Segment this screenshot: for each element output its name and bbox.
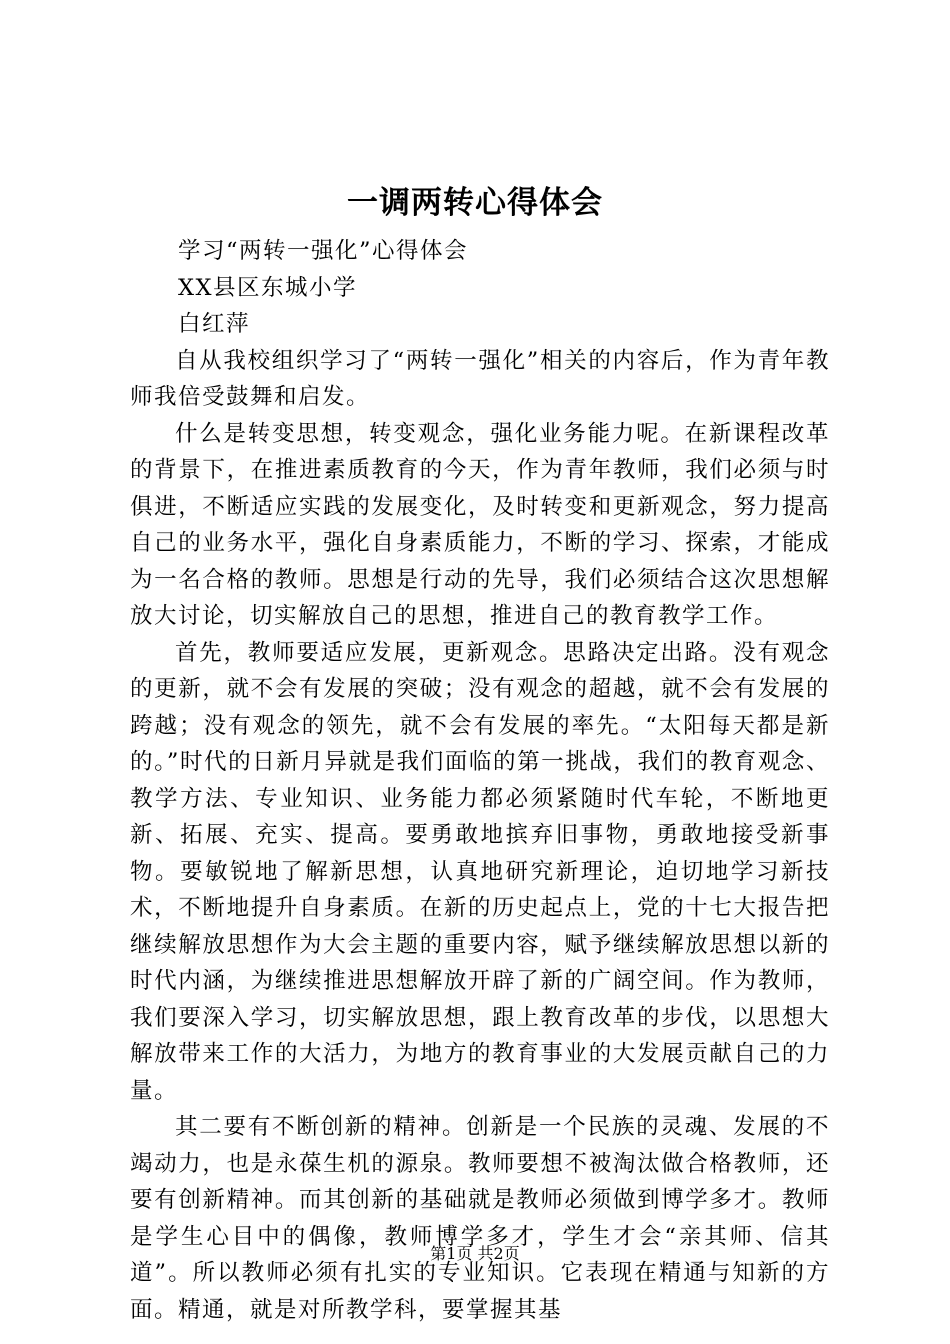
paragraph: 其二要有不断创新的精神。创新是一个民族的灵魂、发展的不竭动力，也是永葆生机的源泉。教师要想不被淘汰做合格教师，还要有创新精神。而其创新的基础就是教师必须做到博学多才。教师是学生心目中的偶像，教师博学多才，学生才会“亲其师、信其道”。所以教师必须有扎实的专业知识。它表现在精通与知新的方面。精通，就是对所教学科，要掌握其基 [130, 1114, 830, 1323]
document-body [130, 233, 830, 1328]
paragraph: 首先，教师要适应发展，更新观念。思路决定出路。没有观念的更新，就不会有发展的突破；没有观念的超越，就不会有发展的跨越；没有观念的领先，就不会有发展的率先。“太阳每天都是新的。”时代的日新月异就是我们面临的第一挑战，我们的教育观念、教学方法、专业知识、业务能力都必须紧随时代车轮，不断地更新、拓展、充实、提高。要勇敢地摈弃旧事物，勇敢地接受新事物。要敏锐地了解新思想，认真地研究新理论，迫切地学习新技术，不断地提升自身素质。在新的历史起点上，党的十七大报告把继续解放思想作为大会主题的重要内容，赋予继续解放思想以新的时代内涵，为继续推进思想解放开辟了新的广阔空间。作为教师，我们要深入学习，切实解放思想，跟上教育改革的步伐，以思想大解放带来工作的大活力，为地方的教育事业的大发展贡献自己的力量。 [130, 639, 830, 1104]
page-footer: 第1页 共2页 [430, 1244, 520, 1263]
paragraph: 什么是转变思想，转变观念，强化业务能力呢。在新课程改革的背景下，在推进素质教育的今天，作为青年教师，我们必须与时俱进，不断适应实践的发展变化，及时转变和更新观念，努力提高自己的业务水平，强化自身素质能力，不断的学习、探索，才能成为一名合格的教师。思想是行动的先导，我们必须结合这次思想解放大讨论，切实解放自己的思想，推进自己的教育教学工作。 [130, 420, 830, 629]
paragraph: 自从我校组织学习了“两转一强化”相关的内容后，作为青年教师我倍受鼓舞和启发。 [130, 347, 830, 410]
author-line: 白红萍 [178, 311, 251, 337]
school-line: XX县区东城小学 [178, 274, 358, 301]
subtitle-line: 学习“两转一强化”心得体会 [178, 238, 469, 264]
document-title: 一调两转心得体会 [347, 185, 603, 221]
